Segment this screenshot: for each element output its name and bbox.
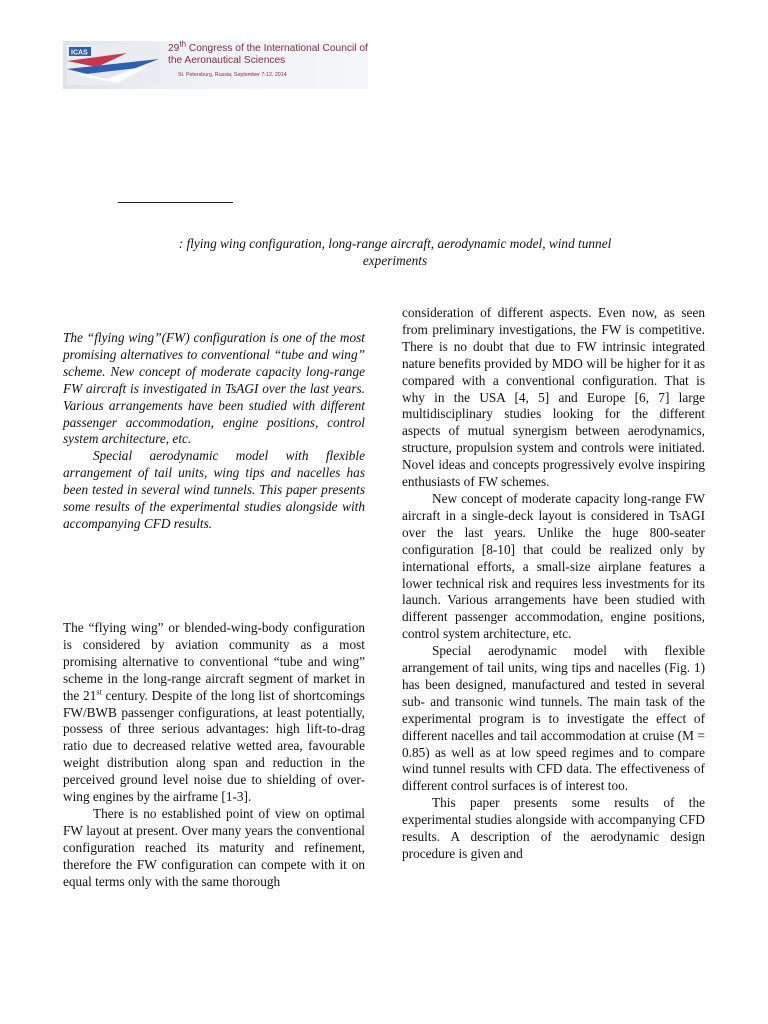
- title-rule: [118, 202, 233, 203]
- abstract-paragraph: Special aerodynamic model with flexible arrangement of tail units, wing tips and nacelles has been tested in several wind tunnels. This paper presents some results of the experimental studies alongside with accompanying CFD results.: [63, 448, 365, 531]
- intro-paragraph: There is no established point of view on optimal FW layout at present. Over many years the conventional configuration reached its maturity and refinement, therefore the FW configuration can compete with it on equal terms only with the same thorough: [63, 805, 365, 889]
- congress-number-suffix: th: [179, 39, 187, 49]
- intro-text: The “flying wing” or blended-wing-body configuration is considered by aviation community as a most promising alternative to conventional “tube and wing” scheme in the long-range aircraft segment of market in the 21: [63, 620, 365, 703]
- ordinal-suffix: st: [96, 687, 102, 697]
- right-column: [402, 305, 705, 863]
- abstract: [63, 330, 365, 533]
- keywords: : flying wing configuration, long-range aircraft, aerodynamic model, wind tunnel experiments: [178, 236, 612, 268]
- body-paragraph: New concept of moderate capacity long-range FW aircraft in a single-deck layout is considered in TsAGI over the last years. Unlike the huge 800-seater configuration [8-10] that could be realized only by international efforts, a small-size airplane features a lower technical risk and requires less investments for its launch. Various arrangements have been studied with different passenger accommodation, engine positions, control system architecture, etc.: [402, 490, 705, 642]
- body-paragraph: consideration of different aspects. Even now, as seen from preliminary investigations, the FW is competitive. There is no doubt that due to FW intrinsic integrated nature benefits provided by MDO will be higher for it as compared with a conventional configuration. That is why in the USA [4, 5] and Europe [6, 7] large multidisciplinary studies looking for the different aspects of mutual synergism between aerodynamics, structure, propulsion system and controls were initiated. Novel ideas and concepts progressively evolve inspiring enthusiasts of FW schemes.: [402, 305, 705, 490]
- abstract-paragraph: The “flying wing”(FW) configuration is one of the most promising alternatives to conventional “tube and wing” scheme. New concept of moderate capacity long-range FW aircraft is investigated in TsAGI over the last years. Various arrangements have been studied with different passenger accommodation, engine positions, control system architecture, etc.: [63, 330, 365, 447]
- svg-text:ICAS: ICAS: [71, 49, 88, 57]
- congress-title: [168, 39, 368, 67]
- intro-text: century. Despite of the long list of shortcomings FW/BWB passenger configurations, at least potentially, possess of three serious advantages: high lift-to-drag ratio due to decreased relative wetted area, favourable weight distribution along span and reduction in the perceived ground level noise due to shielding of over-wing engines by the airframe [1-3].: [63, 687, 365, 805]
- congress-location: St. Petersburg, Russia; September 7-12, 2014: [178, 72, 287, 78]
- body-paragraph: Special aerodynamic model with flexible arrangement of tail units, wing tips and nacelles (Fig. 1) has been designed, manufactured and tested in several sub- and transonic wind tunnels. The main task of the experimental program is to investigate the effect of different nacelles and tail accommodation at cruise (M = 0.85) as well as at low speed regimes and to compare wind tunnel results with CFD data. The effectiveness of different control surfaces is of interest too.: [402, 643, 705, 794]
- body-paragraph: This paper presents some results of the experimental studies alongside with accompanying CFD results. A description of the aerodynamic design procedure is given and: [402, 795, 705, 861]
- congress-name: Congress of the International Council of the Aeronautical Sciences: [168, 43, 368, 66]
- icas-logo: [67, 45, 159, 85]
- introduction: [63, 620, 365, 891]
- congress-number: 29: [168, 43, 180, 54]
- conference-banner: [63, 41, 368, 89]
- intro-paragraph: [63, 620, 365, 806]
